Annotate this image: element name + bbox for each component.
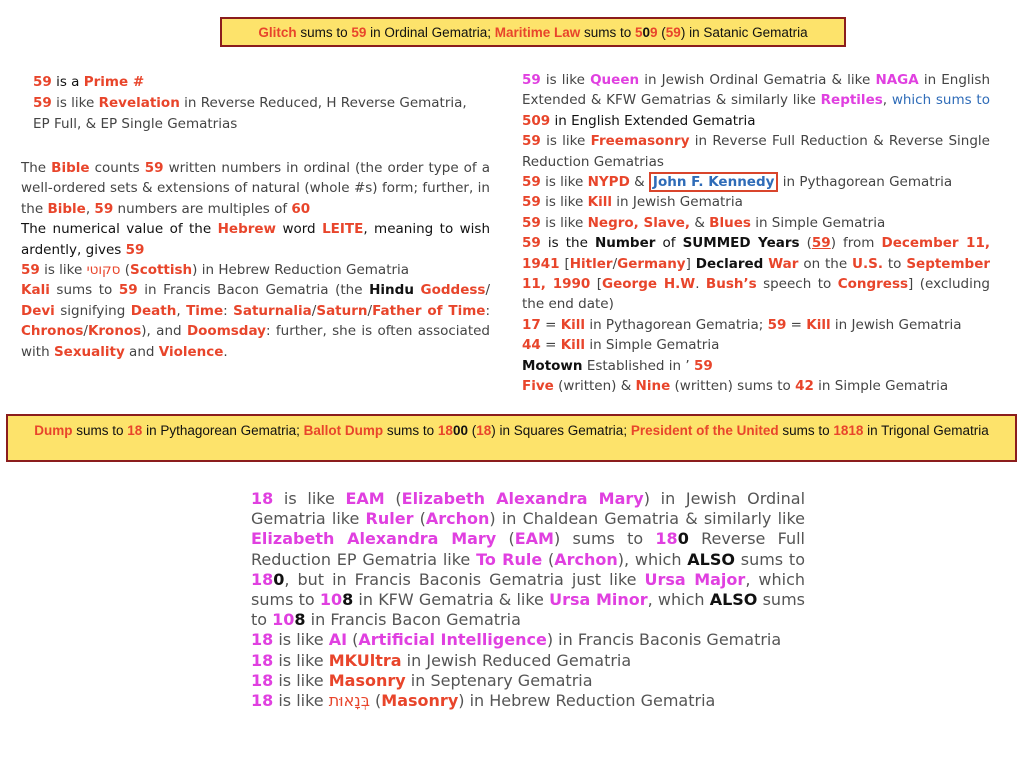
paragraph [21,280,490,362]
text: ( [542,549,555,569]
word: Bush’s [705,276,757,293]
text: / [367,302,373,319]
number: 59 [522,214,541,231]
word: Ballot Dump [303,423,384,438]
number: 0 [642,24,651,40]
text: in Pythagorean Gematria; [585,316,768,333]
word: Dump [34,423,73,438]
paragraph [522,356,990,376]
text: sums to [49,282,119,299]
word: NYPD [587,174,630,191]
number: 17 [522,316,541,333]
word: MKUltra [328,650,402,670]
text [414,282,421,298]
text: The [21,160,52,176]
text: word [276,221,323,238]
text: , [85,200,95,217]
middle-banner [6,414,1017,462]
text: in Francis Bacon Gematria [305,610,521,630]
number: 59 [33,95,52,111]
word: Ursa Major [644,569,746,589]
number: 1818 [833,423,864,438]
text: in Jewish Gematria [830,316,962,333]
word: Ursa Minor [549,590,648,610]
text: is like [540,194,588,211]
text: is the [540,235,595,252]
number: 5 [635,24,643,40]
number: 59 [522,133,541,150]
text: ( [799,235,812,252]
number: 8 [294,610,306,630]
text: written numbers in ordinal (the order type of a well-ordered sets & extensions of natural (whole #s) form; further, in the [21,160,490,217]
number: 00 [452,423,468,438]
paragraph [522,131,990,172]
text: (written) & [553,378,636,395]
text: sums to [580,24,635,40]
text: in Simple Gematria [585,337,720,354]
text: and [124,343,159,360]
number: 0 [273,569,285,589]
paragraph [21,219,490,260]
number: 44 [522,337,541,354]
text: in Jewish Ordinal Gematria & like [639,72,876,88]
text: sums to [251,590,805,630]
number: 42 [795,378,814,395]
date: September 11, 1990 [522,255,991,293]
text: is like [273,630,329,650]
number: 18 [437,423,453,438]
text: is like [51,95,99,111]
word: George H.W [602,276,696,293]
text: in Jewish Gematria [611,194,743,211]
number: 59 [665,24,681,40]
word: Declared [695,255,764,272]
text: to [883,255,907,272]
number: 18 [251,569,274,589]
text: speech to [756,276,838,293]
text: is like [273,670,329,690]
text: in English Extended Gematria [550,112,756,129]
word: Hebrew [217,221,277,238]
text: is like [273,489,346,508]
text: : [485,302,490,319]
text: / [83,323,88,340]
word: Kali [21,282,50,299]
text: in English Extended & KFW Gematrias & similarly like [522,72,990,109]
top-banner [220,17,846,47]
text: : [223,302,234,319]
word: Nine [635,378,671,395]
word: Time [186,302,224,319]
text: signifying [54,302,131,319]
text: , but in Francis Baconis Gematria just like [284,569,645,589]
text: sums to [296,24,352,40]
text: which sums to [891,92,990,109]
word: President of the United [630,423,779,438]
number: 9 [650,24,658,40]
text: ( [413,509,426,529]
text: in Ordinal Gematria; [366,24,495,40]
paragraph [522,213,990,233]
text: numbers are multiples of [113,200,292,217]
text: sums to [383,423,438,438]
word: Masonry [328,670,406,690]
text: / [612,255,618,272]
text: ] [685,255,696,272]
text: ) from [830,235,882,252]
text: , [176,302,187,319]
text: Reverse Full Reduction EP Gematria like [251,529,805,569]
line [33,72,503,93]
word: ALSO [709,590,758,610]
text: EP Full, & EP Single Gematrias [33,116,238,132]
word: Number [594,235,656,252]
text: in Simple Gematria [813,378,949,395]
word: Devi [21,302,55,319]
word: Revelation [98,95,180,111]
word-glitch: Glitch [258,24,297,40]
number: 59 [693,357,713,374]
word: Saturnalia [233,302,312,319]
text: [ [559,255,570,272]
paragraph [522,233,990,315]
line [33,93,503,114]
text: in Simple Gematria [750,214,886,231]
paragraph [251,691,805,711]
word: SUMMED Years [682,235,800,252]
word: Negro, Slave, [587,214,691,231]
text: ( [347,630,359,650]
word: AI [328,630,348,650]
text: Established in ’ [582,357,694,374]
text: sums to [72,423,128,438]
word: Queen [590,72,640,88]
number: 18 [251,670,274,690]
text: ) sums to [553,529,656,549]
word: Saturn [316,302,368,319]
text: ) in Satanic Gematria [680,24,808,40]
text: in Reverse Full Reduction & Reverse Single Reduction Gematrias [522,133,990,170]
text: is like [540,72,591,88]
date: December 11, 1941 [522,235,990,272]
paragraph [522,192,990,212]
number: 18 [127,423,143,438]
text: in Pythagorean Gematria; [142,423,304,438]
word: Kill [587,194,612,211]
text: in Septenary Gematria [405,670,593,690]
number: 18 [655,529,678,549]
paragraph [522,70,990,131]
text: , which sums to [251,569,806,610]
text: , [882,92,892,109]
number: 0 [677,529,689,549]
hebrew-word: סקוטי [86,262,121,279]
text: & [690,214,710,231]
word: Archon [554,549,618,569]
word: Archon [425,509,490,529]
paragraph [21,158,490,219]
number: 59 [118,282,138,299]
text: ), and [141,323,187,340]
word: Kill [560,337,586,354]
word: Motown [522,357,583,374]
paragraph [251,671,805,691]
word: Bible [51,160,90,176]
word: Bible [47,200,86,217]
number: 59 [522,72,541,88]
word: Prime # [83,74,145,90]
number: 59 [144,160,164,176]
right-column-block [522,70,990,397]
word: Hindu [369,282,414,299]
number: 18 [251,691,274,711]
word: Kill [806,316,831,333]
word: Artificial Intelligence [358,630,547,650]
paragraph [251,651,805,671]
word: Kill [560,316,586,333]
word: Father of Time [372,302,486,319]
text: / [311,302,317,319]
left-top-block [33,72,503,135]
text: in Pythagorean Gematria [778,174,953,191]
word: Five [522,378,554,395]
word: Germany [617,255,686,272]
hebrew-word: בְּנָאוּת [328,691,370,711]
paragraph [251,630,805,650]
word: U.S. [852,255,883,272]
text: in Reverse Reduced, H Reverse Gematria, [179,95,467,111]
text: (written) sums to [670,378,796,395]
number: 59 [522,174,541,191]
word: Sexuality [53,343,125,360]
paragraph [251,489,805,630]
text: ) in Jewish Ordinal Gematria like [251,489,806,529]
paragraph [522,335,990,355]
word: EAM [514,529,554,549]
text: The numerical value of the [21,221,218,238]
word: Reptiles [820,92,883,109]
number: 18 [251,489,274,508]
text: . [223,343,228,360]
text: is like [540,214,588,231]
word-maritime-law: Maritime Law [494,24,581,40]
word: Violence [158,343,224,360]
number: 59 [33,74,52,90]
word: NAGA [875,72,919,88]
number: 59 [351,24,367,40]
word: Blues [709,214,751,231]
word: Masonry [381,691,459,711]
text: in KFW Gematria & like [353,590,550,610]
text: is a [51,74,84,90]
number: 59 [21,262,40,279]
word: Ruler [365,509,414,529]
number: 509 [522,112,551,129]
text: sums to [734,549,805,569]
text: in Francis Bacon Gematria (the [137,282,370,299]
number: 59 [125,241,145,258]
text: ( [467,423,477,438]
word: Death [130,302,177,319]
word: Hitler [569,255,613,272]
number: 59 [522,235,541,252]
paragraph [522,172,990,192]
text: , meaning to wish ardently, gives [21,221,491,258]
text: is like [39,262,87,279]
text: , which [647,590,710,610]
number: 10 [272,610,295,630]
word: Goddess [420,282,486,299]
text: in Trigonal Gematria [863,423,989,438]
paragraph [21,260,490,280]
text: ) in Francis Baconis Gematria [546,630,782,650]
text: ( [369,691,382,711]
text: = [540,316,561,333]
word: Chronos [21,323,84,340]
number: 18 [251,650,274,670]
number: 59 [767,316,787,333]
text: sums to [778,423,834,438]
text: ), which [617,549,688,569]
text: ) in Hebrew Reduction Gematria [458,691,716,711]
bottom-block [251,489,805,711]
number: 8 [342,590,354,610]
word: War [768,255,799,272]
text: & [629,174,649,191]
text: / [485,282,491,299]
text: in Jewish Reduced Gematria [401,650,632,670]
line [33,114,503,135]
paragraph [522,376,990,396]
word: Elizabeth Alexandra Mary [251,529,497,549]
text: is like [540,174,588,191]
text: is like [540,133,591,150]
word: LEITE [322,221,364,238]
text: counts [89,160,145,176]
number: 18 [476,423,492,438]
text: [ [590,276,603,293]
number: 18 [251,630,274,650]
text: ( [496,529,515,549]
text: ] (excluding the end date) [522,276,990,313]
number: 59 [94,200,114,217]
text: of [655,235,683,252]
text: ( [120,262,130,279]
number: 60 [291,200,311,217]
text: . [695,276,706,293]
text: is like [273,650,329,670]
paragraph [522,315,990,335]
word: Scottish [129,262,193,279]
text: on the [798,255,853,272]
word: Elizabeth Alexandra Mary [401,489,644,508]
left-middle-block [21,158,490,362]
number: 59 [811,235,831,252]
word: Congress [837,276,909,293]
text: = [540,337,561,354]
word: Doomsday [186,323,266,340]
text: ) in Squares Gematria; [491,423,631,438]
number: 10 [319,590,343,610]
text: ( [657,24,666,40]
text: : further, she is often associated with [21,323,491,360]
text: ) in Hebrew Reduction Gematria [192,262,410,279]
word: EAM [345,489,385,508]
word: Freemasonry [590,133,690,150]
word: ALSO [687,549,735,569]
text: ) in Chaldean Gematria & similarly like [489,509,806,529]
text: ( [384,489,402,508]
word: To Rule [476,549,543,569]
word-highlighted: John F. Kennedy [649,172,779,192]
text: = [786,316,807,333]
word: Kronos [87,323,142,340]
text: is like [273,691,329,711]
number: 59 [522,194,541,211]
